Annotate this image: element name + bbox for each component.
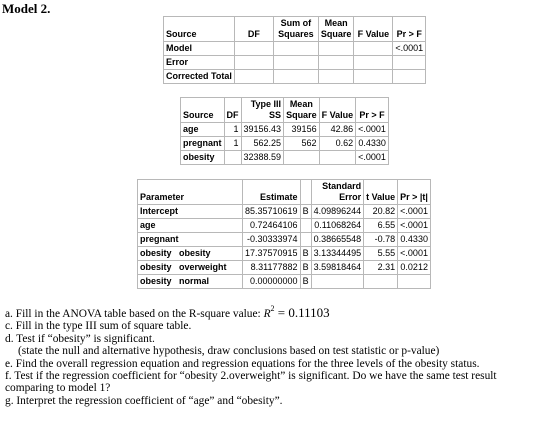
params-estimate-cell: 8.31177882: [243, 261, 301, 275]
anova-ss-cell: [273, 42, 318, 56]
anova-ms-cell: [318, 70, 354, 84]
anova-f-cell: [354, 42, 393, 56]
params-estimate-cell: 0.00000000: [243, 275, 301, 289]
params-t-cell: 6.55: [364, 219, 398, 233]
anova-source-cell: Model: [164, 42, 235, 56]
question-a: [5, 303, 535, 320]
params-parameter-cell: obesity normal: [138, 275, 243, 289]
question-list: [5, 303, 535, 407]
question-c: c. Fill in the type III sum of square table.: [5, 320, 192, 333]
table-row: [138, 261, 431, 275]
type3-df-cell: 1: [224, 137, 241, 151]
params-p-cell: [398, 275, 431, 289]
table-row: [138, 219, 431, 233]
type3-source-cell: obesity: [181, 151, 225, 165]
anova-ss-cell: [273, 70, 318, 84]
params-se-cell: [311, 275, 364, 289]
params-flag-cell: B: [300, 275, 311, 289]
anova-f-cell: [354, 70, 393, 84]
params-se-cell: 3.13344495: [311, 247, 364, 261]
anova-header-p: Pr > F: [393, 17, 426, 42]
type3-df-cell: 1: [224, 123, 241, 137]
params-flag-cell: B: [300, 205, 311, 219]
type3-source-cell: pregnant: [181, 137, 225, 151]
type3-header-source: Source: [181, 98, 225, 123]
type3-ms-cell: 562: [284, 137, 320, 151]
anova-ms-cell: [318, 56, 354, 70]
anova-ss-cell: [273, 56, 318, 70]
type3-header-p: Pr > F: [356, 98, 389, 123]
type3-header-df: DF: [224, 98, 241, 123]
type3-ms-cell: 39156: [284, 123, 320, 137]
anova-header-ss: Sum of Squares: [273, 17, 318, 42]
params-parameter-cell: obesity obesity: [138, 247, 243, 261]
parameter-estimates-table: [137, 179, 431, 289]
type3-ss-cell: 562.25: [241, 137, 284, 151]
question-a-text: a. Fill in the ANOVA table based on the R-square value:: [5, 308, 264, 320]
params-p-cell: <.0001: [398, 247, 431, 261]
type3-table: [180, 97, 389, 165]
anova-source-cell: Error: [164, 56, 235, 70]
anova-df-cell: [234, 56, 273, 70]
params-flag-cell: B: [300, 247, 311, 261]
table-row: [164, 42, 426, 56]
question-f: f. Test if the regression coefficient for “obesity 2.overweight” is significant. Do we have the same test result: [5, 370, 497, 383]
table-row: [164, 56, 426, 70]
params-header-parameter: Parameter: [138, 180, 243, 205]
type3-header-f: F Value: [319, 98, 356, 123]
params-header-se: Standard Error: [311, 180, 364, 205]
params-estimate-cell: 17.37570915: [243, 247, 301, 261]
params-se-cell: 0.38665548: [311, 233, 364, 247]
params-header-t: t Value: [364, 180, 398, 205]
table-row: [138, 233, 431, 247]
params-p-cell: 0.0212: [398, 261, 431, 275]
anova-df-cell: [234, 70, 273, 84]
params-header-flag: [300, 180, 311, 205]
question-e: e. Find the overall regression equation and regression equations for the three levels of the obesity status.: [5, 357, 480, 370]
table-row: [181, 123, 389, 137]
params-t-cell: -0.78: [364, 233, 398, 247]
params-estimate-cell: -0.30333974: [243, 233, 301, 247]
question-f-continued: comparing to model 1?: [5, 382, 111, 395]
params-p-cell: <.0001: [398, 219, 431, 233]
params-t-cell: [364, 275, 398, 289]
r-symbol: R: [263, 308, 271, 320]
type3-header-ss: Type III SS: [241, 98, 284, 123]
type3-header-ms: Mean Square: [284, 98, 320, 123]
params-t-cell: 5.55: [364, 247, 398, 261]
params-p-cell: 0.4330: [398, 233, 431, 247]
table-row: [164, 70, 426, 84]
params-estimate-cell: 85.35710619: [243, 205, 301, 219]
params-parameter-cell: Intercept: [138, 205, 243, 219]
params-parameter-cell: age: [138, 219, 243, 233]
anova-table: [163, 16, 426, 84]
params-flag-cell: B: [300, 261, 311, 275]
anova-p-cell: [393, 56, 426, 70]
type3-p-cell: <.0001: [356, 151, 389, 165]
params-se-cell: 0.11068264: [311, 219, 364, 233]
anova-header-source: Source: [164, 17, 235, 42]
anova-ms-cell: [318, 42, 354, 56]
table-row: [181, 151, 389, 165]
anova-header-ms: Mean Square: [318, 17, 354, 42]
params-flag-cell: [300, 219, 311, 233]
params-header-p: Pr > |t|: [398, 180, 431, 205]
type3-f-cell: 0.62: [319, 137, 356, 151]
anova-f-cell: [354, 56, 393, 70]
anova-header-f: F Value: [354, 17, 393, 42]
r-square-value: = 0.11103: [274, 305, 330, 320]
anova-p-cell: [393, 70, 426, 84]
type3-source-cell: age: [181, 123, 225, 137]
anova-p-cell: <.0001: [393, 42, 426, 56]
anova-header-df: DF: [234, 17, 273, 42]
type3-ss-cell: 32388.59: [241, 151, 284, 165]
r-superscript: 2: [270, 304, 275, 313]
params-se-cell: 3.59818464: [311, 261, 364, 275]
type3-ss-cell: 39156.43: [241, 123, 284, 137]
question-g: g. Interpret the regression coefficient of “age” and “obesity”.: [5, 394, 283, 407]
type3-p-cell: <.0001: [356, 123, 389, 137]
anova-df-cell: [234, 42, 273, 56]
table-row: [138, 247, 431, 261]
params-t-cell: 20.82: [364, 205, 398, 219]
question-d-detail: (state the null and alternative hypothesis, draw conclusions based on test statistic or p-value): [18, 345, 440, 358]
type3-f-cell: [319, 151, 356, 165]
params-estimate-cell: 0.72464106: [243, 219, 301, 233]
params-p-cell: <.0001: [398, 205, 431, 219]
params-parameter-cell: pregnant: [138, 233, 243, 247]
table-row: [181, 137, 389, 151]
type3-df-cell: [224, 151, 241, 165]
params-t-cell: 2.31: [364, 261, 398, 275]
type3-ms-cell: [284, 151, 320, 165]
table-row: [138, 205, 431, 219]
question-d: d. Test if “obesity” is significant.: [5, 332, 155, 345]
params-header-estimate: Estimate: [243, 180, 301, 205]
params-flag-cell: [300, 233, 311, 247]
params-parameter-cell: obesity overweight: [138, 261, 243, 275]
anova-source-cell: Corrected Total: [164, 70, 235, 84]
page-title: Model 2.: [2, 1, 51, 16]
params-se-cell: 4.09896244: [311, 205, 364, 219]
type3-f-cell: 42.86: [319, 123, 356, 137]
type3-p-cell: 0.4330: [356, 137, 389, 151]
table-row: [138, 275, 431, 289]
